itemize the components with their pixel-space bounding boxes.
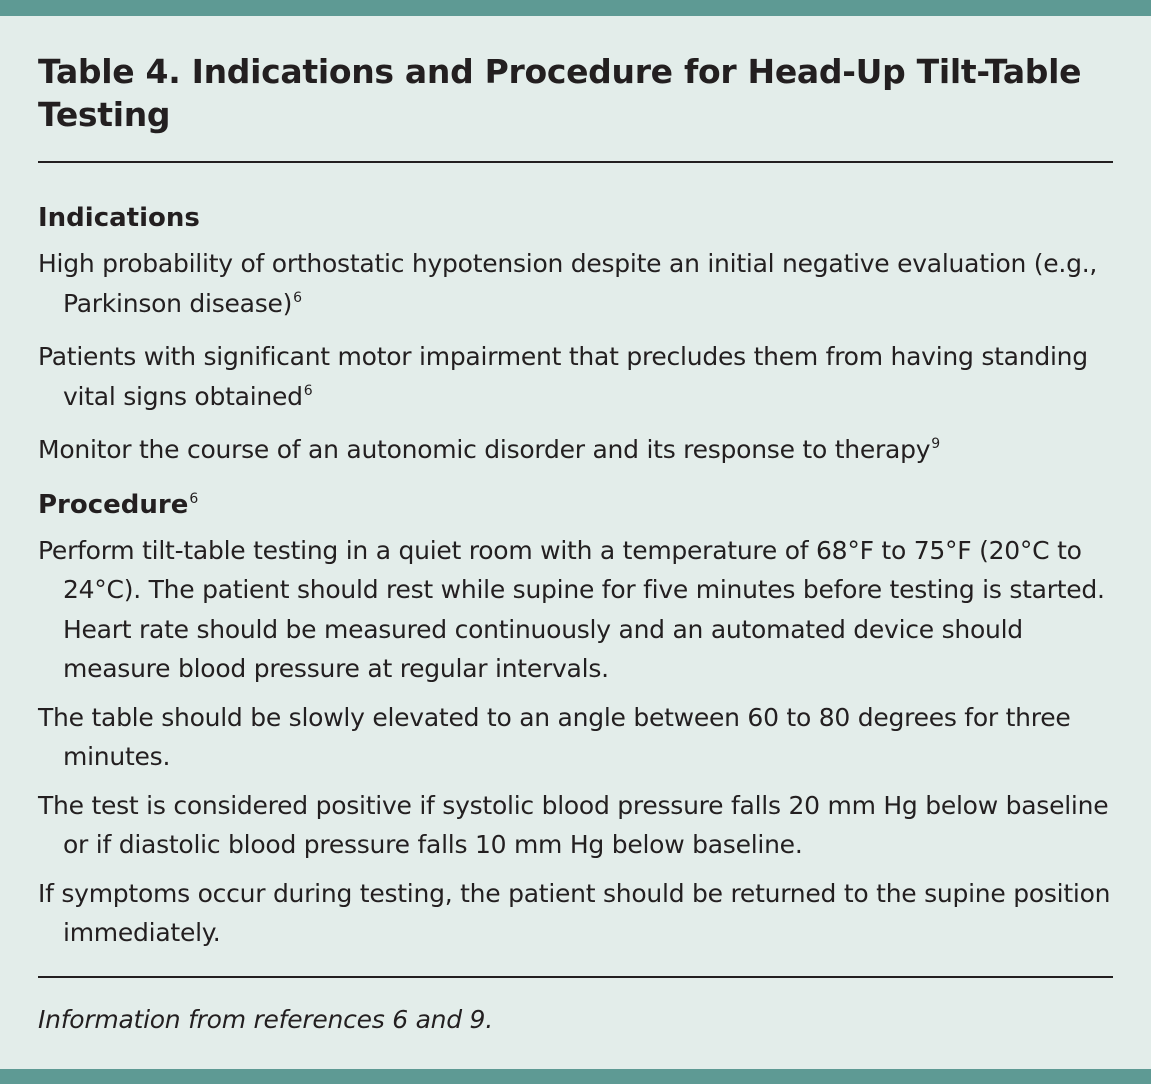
reference-superscript: 9: [931, 436, 940, 452]
reference-superscript: 6: [303, 382, 313, 399]
indication-item: Patients with significant motor impairment that precludes them from having standing vital signs obtained$^6$: [38, 342, 1088, 411]
section-heading-indications: Indications: [38, 203, 200, 233]
footer-divider: [38, 976, 1113, 978]
top-accent-band: [0, 0, 1151, 16]
indication-item: High probability of orthostatic hypotension despite an initial negative evaluation (e.g., Parkinson disease)$^6$: [38, 249, 1098, 318]
source-footnote: Information from references 6 and 9.: [38, 1005, 493, 1034]
procedure-item: The table should be slowly elevated to an angle between 60 to 80 degrees for three minutes.: [38, 702, 1071, 771]
bottom-accent-band: [0, 1069, 1151, 1084]
table-title: Table 4. Indications and Procedure for Head-Up Tilt-Table Testing: [38, 52, 1082, 134]
procedure-item: Perform tilt-table testing in a quiet room with a temperature of 68°F to 75°F (20°C to 24°C). The patient should rest while supine for five minutes before testing is started. Heart rate should be measured continuously and an automated device should measure blood pressure at regular intervals.: [38, 535, 1105, 683]
table-body: [38, 198, 1118, 962]
procedure-item: If symptoms occur during testing, the patient should be returned to the supine position immediately.: [38, 878, 1111, 947]
section-heading-procedure: Procedure$^6$: [38, 489, 199, 520]
reference-superscript: 6: [293, 289, 302, 306]
indication-item: Monitor the course of an autonomic disorder and its response to therapy$^9$: [38, 435, 940, 464]
procedure-item: The test is considered positive if systolic blood pressure falls 20 mm Hg below baseline or if diastolic blood pressure falls 10 mm Hg below baseline.: [38, 790, 1109, 859]
reference-superscript: 6: [189, 490, 199, 507]
title-divider: [38, 161, 1113, 163]
